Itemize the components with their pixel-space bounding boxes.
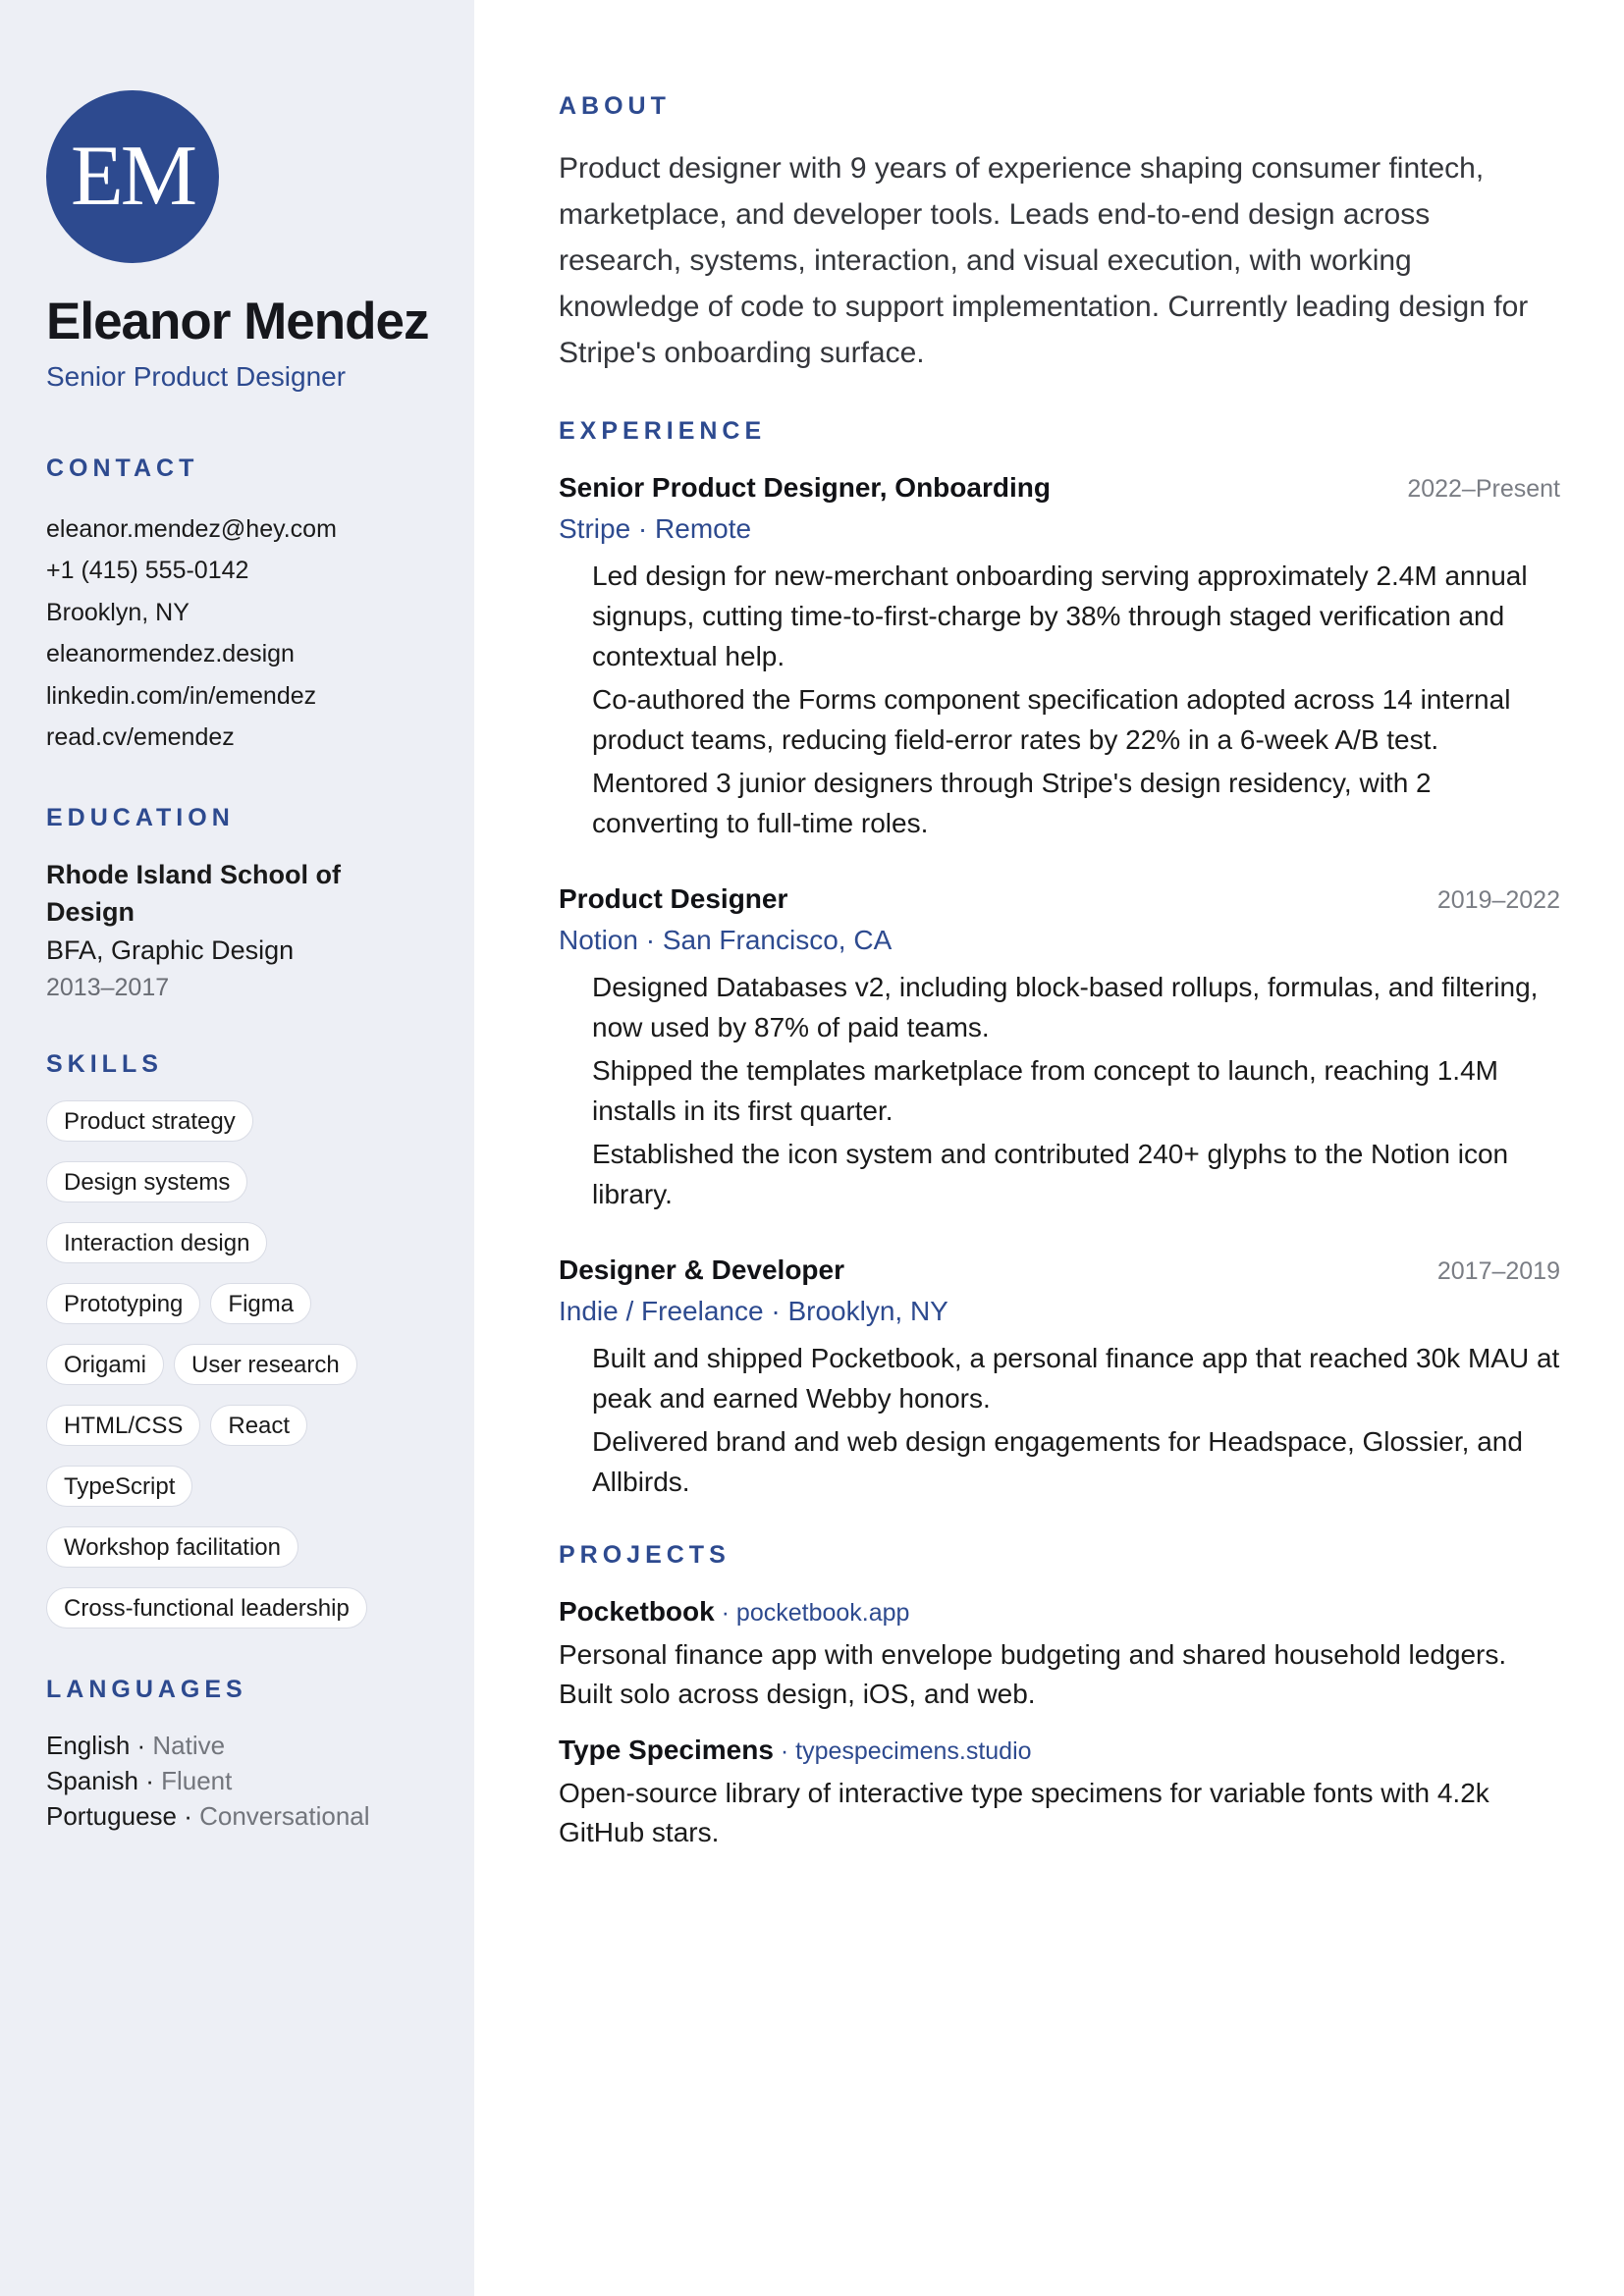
job-dates: 2019–2022 bbox=[1436, 886, 1560, 914]
skill-pill: TypeScript bbox=[46, 1466, 192, 1507]
contact-linkedin[interactable]: linkedin.com/in/emendez bbox=[46, 681, 317, 710]
about-section bbox=[559, 94, 1560, 376]
skill-pill: Figma bbox=[210, 1283, 311, 1324]
job-bullet: Shipped the templates marketplace from concept to launch, reaching 1.4M installs in its first quarter. bbox=[592, 1055, 1498, 1126]
job-entry bbox=[559, 1252, 1560, 1502]
projects-section bbox=[559, 1543, 1560, 1852]
job-bullets bbox=[592, 556, 1560, 843]
job-title: Product Designer bbox=[559, 883, 788, 914]
job-bullet: Led design for new-merchant onboarding serving approximately 2.4M annual signups, cutting time-to-first-charge by 38% through staged verification and contextual help. bbox=[592, 561, 1528, 671]
avatar-initials: EM bbox=[71, 129, 194, 224]
language-name: Portuguese bbox=[46, 1800, 177, 1831]
candidate-role: Senior Product Designer bbox=[46, 360, 347, 392]
skill-pill: Interaction design bbox=[46, 1222, 267, 1263]
contact-list bbox=[46, 508, 474, 759]
language-item bbox=[46, 1763, 474, 1798]
job-bullet: Established the icon system and contributed 240+ glyphs to the Notion icon library. bbox=[592, 1139, 1509, 1209]
job-title: Senior Product Designer, Onboarding bbox=[559, 472, 1051, 503]
skill-pill: HTML/CSS bbox=[46, 1405, 200, 1446]
contact-website[interactable]: eleanormendez.design bbox=[46, 640, 295, 668]
skills-list bbox=[46, 1100, 459, 1629]
skill-pill: Product strategy bbox=[46, 1100, 253, 1142]
project-link[interactable]: pocketbook.app bbox=[735, 1599, 910, 1627]
job-bullet: Delivered brand and web design engagements for Headspace, Glossier, and Allbirds. bbox=[592, 1426, 1523, 1497]
skill-pill: Design systems bbox=[46, 1161, 247, 1202]
contact-readcv[interactable]: read.cv/emendez bbox=[46, 723, 235, 752]
languages-section bbox=[46, 1675, 474, 1834]
language-name: English bbox=[46, 1730, 131, 1760]
project-header bbox=[559, 1593, 1560, 1635]
skill-pill: Workshop facilitation bbox=[46, 1526, 298, 1568]
experience-section bbox=[559, 419, 1560, 1502]
job-header bbox=[559, 1252, 1560, 1289]
project-description: Open-source library of interactive type specimens for variable fonts with 4.2k GitHub stars. bbox=[559, 1778, 1489, 1847]
sidebar bbox=[0, 0, 474, 2296]
school-name: Rhode Island School of Design bbox=[46, 859, 342, 927]
job-bullet: Built and shipped Pocketbook, a personal finance app that reached 30k MAU at peak and earned Webby honors. bbox=[592, 1343, 1560, 1414]
job-header bbox=[559, 881, 1560, 918]
candidate-name: Eleanor Mendez bbox=[46, 293, 429, 350]
skill-pill: React bbox=[210, 1405, 307, 1446]
project-entry bbox=[559, 1593, 1560, 1714]
project-link[interactable]: typespecimens.studio bbox=[795, 1737, 1032, 1765]
education-heading: EDUCATION bbox=[46, 803, 235, 831]
skills-heading: SKILLS bbox=[46, 1049, 163, 1078]
project-description: Personal finance app with envelope budgeting and shared household ledgers. Built solo across design, iOS, and web. bbox=[559, 1639, 1507, 1709]
skills-section bbox=[46, 1049, 474, 1629]
job-company: Notion · San Francisco, CA bbox=[559, 925, 893, 955]
job-bullet: Co-authored the Forms component specification adopted across 14 internal product teams, reducing field-error rates by 22% in a 6-week A/B test. bbox=[592, 684, 1511, 755]
language-level: Native bbox=[152, 1730, 226, 1760]
job-header bbox=[559, 469, 1560, 507]
language-separator: · bbox=[137, 1765, 162, 1795]
avatar bbox=[46, 90, 219, 263]
language-separator: · bbox=[176, 1800, 200, 1831]
language-item bbox=[46, 1728, 474, 1763]
experience-heading: EXPERIENCE bbox=[559, 417, 767, 445]
degree: BFA, Graphic Design bbox=[46, 934, 295, 965]
contact-location: Brooklyn, NY bbox=[46, 598, 189, 626]
education-dates: 2013–2017 bbox=[46, 973, 170, 1001]
project-header bbox=[559, 1732, 1560, 1774]
skill-pill: Origami bbox=[46, 1344, 164, 1385]
job-bullet: Mentored 3 junior designers through Stripe's design residency, with 2 converting to full-time roles. bbox=[592, 768, 1432, 838]
project-entry bbox=[559, 1732, 1560, 1852]
contact-email[interactable]: eleanor.mendez@hey.com bbox=[46, 514, 337, 543]
language-item bbox=[46, 1798, 474, 1834]
projects-heading: PROJECTS bbox=[559, 1541, 731, 1569]
job-entry bbox=[559, 469, 1560, 843]
about-text: Product designer with 9 years of experience shaping consumer fintech, marketplace, and developer tools. Leads end-to-end design across research, systems, interaction, and visual execution, with working knowledge of code to support implementation. Currently leading design for Stripe's onboarding surface. bbox=[559, 152, 1529, 369]
contact-heading: CONTACT bbox=[46, 454, 199, 482]
job-bullets bbox=[592, 1338, 1560, 1502]
language-level: Conversational bbox=[199, 1800, 370, 1831]
contact-section bbox=[46, 456, 474, 759]
job-bullet: Designed Databases v2, including block-based rollups, formulas, and filtering, now used by 87% of paid teams. bbox=[592, 972, 1539, 1042]
job-bullets bbox=[592, 967, 1560, 1214]
project-name: Pocketbook bbox=[559, 1596, 715, 1627]
languages-list bbox=[46, 1728, 474, 1834]
project-separator: · bbox=[714, 1599, 736, 1627]
job-dates: 2017–2019 bbox=[1436, 1257, 1560, 1285]
project-name: Type Specimens bbox=[559, 1735, 774, 1765]
skill-pill: Cross-functional leadership bbox=[46, 1587, 367, 1629]
language-level: Fluent bbox=[161, 1765, 233, 1795]
about-heading: ABOUT bbox=[559, 92, 671, 120]
language-name: Spanish bbox=[46, 1765, 138, 1795]
skill-pill: User research bbox=[174, 1344, 357, 1385]
education-section bbox=[46, 803, 474, 1005]
job-entry bbox=[559, 881, 1560, 1214]
language-separator: · bbox=[130, 1730, 153, 1760]
job-dates: 2022–Present bbox=[1407, 475, 1560, 503]
skill-pill: Prototyping bbox=[46, 1283, 200, 1324]
contact-phone[interactable]: +1 (415) 555-0142 bbox=[46, 557, 249, 585]
languages-heading: LANGUAGES bbox=[46, 1675, 247, 1703]
main-content bbox=[559, 94, 1560, 1852]
job-title: Designer & Developer bbox=[559, 1255, 844, 1285]
job-company: Stripe · Remote bbox=[559, 513, 752, 544]
job-company: Indie / Freelance · Brooklyn, NY bbox=[559, 1296, 948, 1326]
project-separator: · bbox=[773, 1737, 796, 1765]
